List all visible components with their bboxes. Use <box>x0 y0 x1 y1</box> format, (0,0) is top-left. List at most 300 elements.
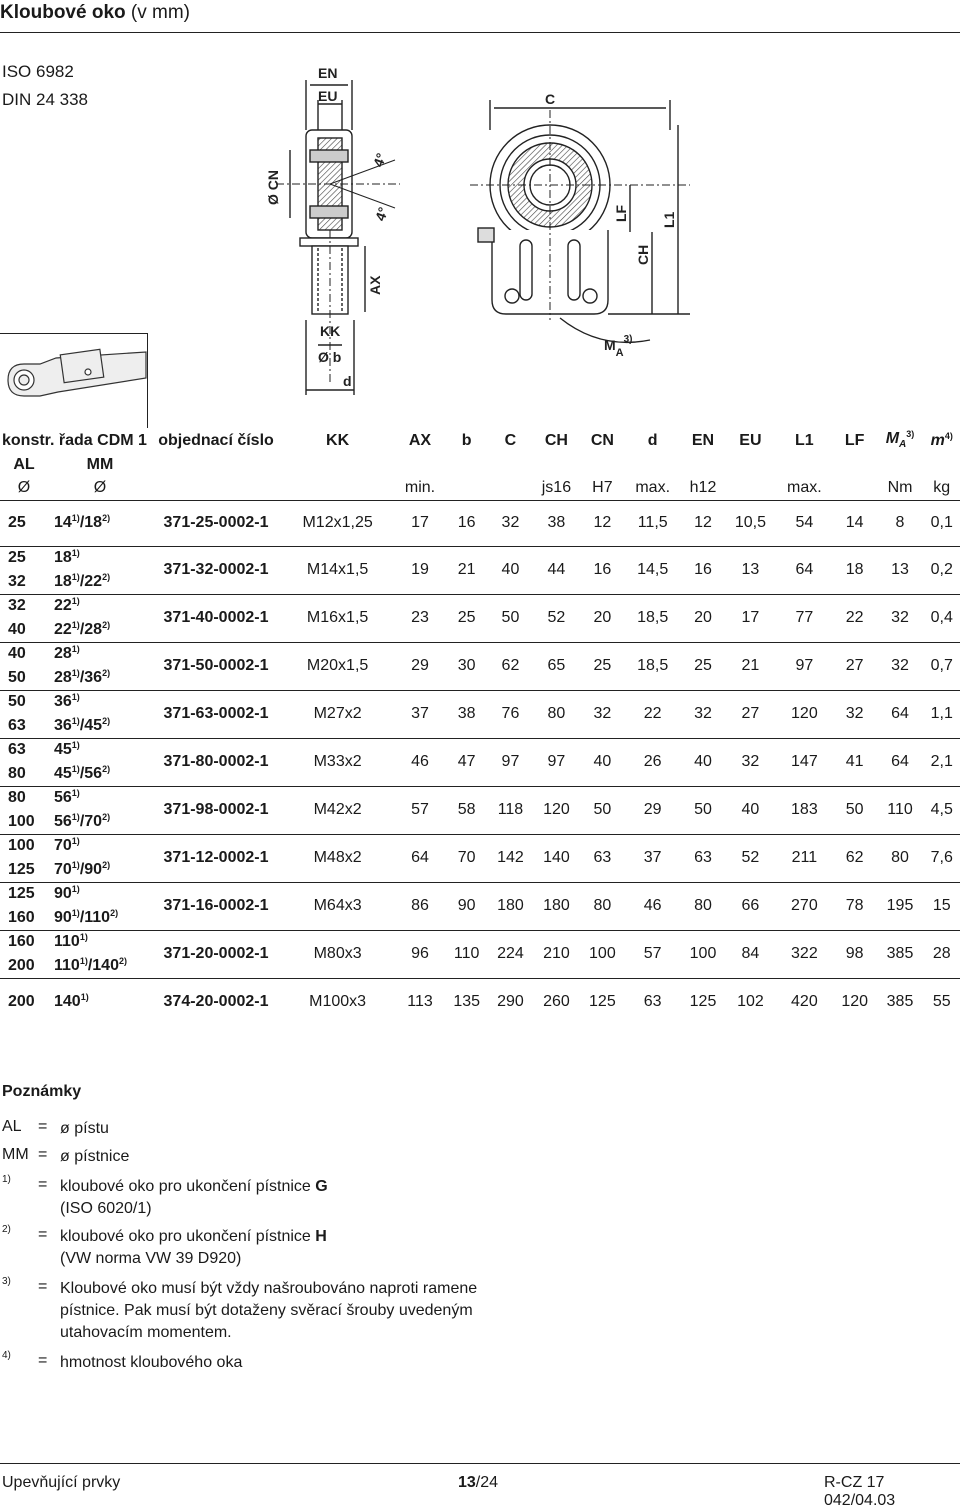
table-cell: 20 <box>580 594 624 642</box>
table-cell: 32 <box>501 514 520 531</box>
label-eu: EU <box>318 88 338 104</box>
table-cell: 135 <box>445 978 489 1026</box>
table-cell: 86 <box>395 882 445 930</box>
table-cell: 21 <box>725 642 776 690</box>
piston-rod-value: 22$^{1)}$ <box>54 596 80 615</box>
note-key: 2) <box>2 1224 11 1235</box>
table-cell: 40 <box>725 786 776 834</box>
label-ax: AX <box>367 275 383 295</box>
table-cell: 13 <box>877 546 924 594</box>
table-cell: 80 <box>681 882 725 930</box>
table-cell: 64 <box>877 690 924 738</box>
note-equals: = <box>38 1118 48 1135</box>
note-equals: = <box>38 1146 48 1163</box>
table-cell: 110 <box>877 786 924 834</box>
unit-cn: H7 <box>580 476 624 500</box>
table-cell: 97 <box>776 642 833 690</box>
table-cell: 57 <box>624 930 681 978</box>
piston-rod-diameter <box>48 546 152 570</box>
piston-rod-diameter <box>48 618 152 642</box>
label-angle-bottom: 4° <box>371 204 392 224</box>
piston-rod-diameter <box>48 690 152 714</box>
table-cell: 20 <box>681 594 725 642</box>
label-cn: Ø CN <box>265 170 281 205</box>
table-cell: 100 <box>580 930 624 978</box>
table-cell: 195 <box>877 882 924 930</box>
header-series: konstr. řada CDM 1 <box>2 431 147 449</box>
piston-rod-diameter <box>48 906 152 930</box>
table-cell: 22 <box>833 594 877 642</box>
table-cell: 97 <box>489 738 533 786</box>
table-cell: 8 <box>895 514 905 531</box>
table-cell: 58 <box>445 786 489 834</box>
table-cell: 32 <box>877 594 924 642</box>
table-cell: 2,1 <box>923 738 960 786</box>
piston-diameter: 100 <box>0 834 48 858</box>
table-cell: 13 <box>725 546 776 594</box>
note-key: AL <box>2 1118 22 1135</box>
piston-rod-diameter <box>48 762 152 786</box>
table-cell: 180 <box>532 882 580 930</box>
unit-mm: Ø <box>48 476 152 500</box>
table-cell: 14 <box>845 514 864 531</box>
table-cell: 19 <box>395 546 445 594</box>
piston-rod-value: 56$^{1)}$ <box>54 788 80 807</box>
table-cell: 210 <box>532 930 580 978</box>
table-cell: 118 <box>489 786 533 834</box>
piston-rod-diameter <box>48 834 152 858</box>
header-eu: EU <box>739 431 762 449</box>
piston-diameter: 32 <box>0 594 48 618</box>
table-cell: M48x2 <box>280 834 395 882</box>
table-cell: 96 <box>395 930 445 978</box>
table-cell: 290 <box>489 978 533 1026</box>
header-lf: LF <box>844 431 865 449</box>
table-cell: 80 <box>580 882 624 930</box>
note-key: 3) <box>2 1276 11 1287</box>
table-cell: 57 <box>395 786 445 834</box>
piston-diameter: 40 <box>0 642 48 666</box>
title-divider <box>0 32 960 33</box>
piston-diameter: 50 <box>0 690 48 714</box>
table-cell: M80x3 <box>280 930 395 978</box>
table-cell: 18,5 <box>624 642 681 690</box>
table-cell: 17 <box>411 514 429 531</box>
table-cell: 25 <box>681 642 725 690</box>
piston-rod-value: 36$^{1)}$/45$^{2)}$ <box>54 715 111 734</box>
table-cell: 27 <box>725 690 776 738</box>
piston-rod-diameter <box>48 882 152 906</box>
table-cell: 16 <box>457 514 476 531</box>
table-cell: 64 <box>395 834 445 882</box>
note-text: Kloubové oko musí být vždy našroubováno naproti ramene pístnice. Pak musí být dotaženy svěrací šrouby uvedeným utahovacím momentem. <box>60 1280 478 1341</box>
table-cell: 18 <box>833 546 877 594</box>
piston-rod-value: 28$^{1)}$/36$^{2)}$ <box>54 667 111 686</box>
table-cell: 7,6 <box>923 834 960 882</box>
unit-ma: Nm <box>877 476 924 500</box>
table-cell: 23 <box>395 594 445 642</box>
table-cell: 80 <box>532 690 580 738</box>
note-text: kloubové oko pro ukončení pístnice H (VW norma VW 39 D920) <box>60 1228 327 1267</box>
header-al: AL <box>13 455 35 473</box>
table-row <box>0 978 960 1026</box>
piston-rod-value: 18$^{1)}$/22$^{2)}$ <box>54 571 111 590</box>
table-cell: 50 <box>489 594 533 642</box>
piston-rod-diameter <box>48 954 152 978</box>
table-cell: 420 <box>776 978 833 1026</box>
label-c: C <box>545 91 556 107</box>
note-key: MM <box>2 1146 29 1163</box>
table-cell: 22 <box>624 690 681 738</box>
table-cell: 52 <box>532 594 580 642</box>
table-cell: 41 <box>833 738 877 786</box>
piston-rod-diameter <box>48 594 152 618</box>
piston-diameter: 80 <box>0 786 48 810</box>
table-cell: 37 <box>624 834 681 882</box>
table-cell: 1,1 <box>923 690 960 738</box>
cylinder-thumbnail <box>0 334 146 428</box>
order-number: 371-98-0002-1 <box>152 786 280 834</box>
order-number: 371-25-0002-1 <box>163 514 269 531</box>
table-cell: 62 <box>489 642 533 690</box>
label-d: d <box>343 373 352 389</box>
table-cell: 78 <box>833 882 877 930</box>
note-equals: = <box>38 1176 48 1193</box>
piston-rod-diameter <box>48 810 152 834</box>
table-cell: 385 <box>877 930 924 978</box>
unit-ax: min. <box>395 476 445 500</box>
table-cell: 26 <box>624 738 681 786</box>
table-cell: 113 <box>395 978 445 1026</box>
table-cell: 97 <box>532 738 580 786</box>
table-cell: 50 <box>681 786 725 834</box>
table-cell: 0,4 <box>923 594 960 642</box>
piston-diameter: 160 <box>8 908 35 926</box>
table-cell: 385 <box>877 978 924 1026</box>
table-cell: 125 <box>580 978 624 1026</box>
piston-rod-value: 22$^{1)}$/28$^{2)}$ <box>54 619 111 638</box>
notes-title: Poznámky <box>2 1083 82 1100</box>
note-text: hmotnost kloubového oka <box>60 1354 243 1371</box>
table-cell: 125 <box>681 978 725 1026</box>
table-subheader-row <box>0 453 960 476</box>
piston-diameter: 32 <box>8 572 26 590</box>
table-cell: 211 <box>776 834 833 882</box>
piston-rod-diameter <box>48 858 152 882</box>
table-cell: 52 <box>725 834 776 882</box>
table-cell: 70 <box>445 834 489 882</box>
table-cell: 140 <box>532 834 580 882</box>
table-row <box>0 834 960 858</box>
header-cn: CN <box>590 431 614 449</box>
table-row <box>0 930 960 954</box>
table-cell: 65 <box>532 642 580 690</box>
note-equals: = <box>38 1352 48 1369</box>
order-number: 371-20-0002-1 <box>152 930 280 978</box>
label-ma: $M_A^{3)}$ <box>604 334 633 359</box>
table-cell: M16x1,5 <box>280 594 395 642</box>
table-cell: 46 <box>395 738 445 786</box>
table-cell: 40 <box>489 546 533 594</box>
piston-diameter: 125 <box>8 860 35 878</box>
table-cell: 0,2 <box>923 546 960 594</box>
table-cell: M12x1,25 <box>302 514 373 531</box>
table-cell: M14x1,5 <box>280 546 395 594</box>
table-cell: 32 <box>580 690 624 738</box>
note-key: 1) <box>2 1174 11 1185</box>
piston-diameter: 63 <box>8 716 26 734</box>
table-cell: 40 <box>681 738 725 786</box>
piston-rod-diameter <box>48 930 152 954</box>
table-row <box>0 594 960 618</box>
piston-diameter: 25 <box>0 546 48 570</box>
table-cell: 16 <box>580 546 624 594</box>
table-cell: 84 <box>725 930 776 978</box>
table-cell: 63 <box>580 834 624 882</box>
label-l1: L1 <box>661 211 677 228</box>
table-row <box>0 738 960 762</box>
footer-divider <box>0 1463 960 1464</box>
order-number: 371-32-0002-1 <box>152 546 280 594</box>
table-cell: 224 <box>489 930 533 978</box>
piston-diameter: 200 <box>8 956 35 974</box>
header-ma: $M_A^{3)}$ <box>885 429 915 451</box>
piston-rod-value: 36$^{1)}$ <box>54 692 80 711</box>
piston-rod-value: 110$^{1)}$/140$^{2)}$ <box>54 955 127 974</box>
note-equals: = <box>38 1278 48 1295</box>
table-cell: 0,1 <box>930 514 953 531</box>
table-cell: 90 <box>445 882 489 930</box>
piston-rod-value: 70$^{1)}$ <box>54 836 80 855</box>
table-row <box>0 546 960 570</box>
piston-rod-value: 28$^{1)}$ <box>54 644 80 663</box>
piston-rod-value: 45$^{1)}$ <box>54 740 80 759</box>
table-cell: 29 <box>624 786 681 834</box>
table-cell: 0,7 <box>923 642 960 690</box>
table-cell: 80 <box>877 834 924 882</box>
label-kk: KK <box>320 323 341 339</box>
table-cell: 28 <box>923 930 960 978</box>
piston-diameter: 125 <box>0 882 48 906</box>
table-cell: 66 <box>725 882 776 930</box>
table-cell: 38 <box>445 690 489 738</box>
table-cell: 32 <box>681 690 725 738</box>
table-row <box>0 642 960 666</box>
table-cell: 64 <box>877 738 924 786</box>
table-cell: 38 <box>547 514 566 531</box>
table-cell: 29 <box>395 642 445 690</box>
table-cell: 12 <box>593 514 612 531</box>
table-cell: 46 <box>624 882 681 930</box>
table-cell: 32 <box>877 642 924 690</box>
table-cell: M100x3 <box>280 978 395 1026</box>
label-lf: LF <box>613 204 629 222</box>
piston-diameter: 160 <box>0 930 48 954</box>
piston-rod-diameter <box>48 738 152 762</box>
table-cell: 50 <box>580 786 624 834</box>
order-number: 371-40-0002-1 <box>152 594 280 642</box>
table-cell: 25 <box>445 594 489 642</box>
table-units-row <box>0 476 960 500</box>
piston-rod-value: 140$^{1)}$ <box>54 992 89 1011</box>
dimensions-table <box>0 428 960 1026</box>
table-cell: 76 <box>489 690 533 738</box>
piston-rod-value: 70$^{1)}$/90$^{2)}$ <box>54 859 111 878</box>
piston-rod-value: 90$^{1)}$ <box>54 884 80 903</box>
piston-rod-value: 18$^{1)}$ <box>54 548 80 567</box>
table-cell: 54 <box>795 514 814 531</box>
piston-rod-diameter <box>48 714 152 738</box>
table-cell: 63 <box>681 834 725 882</box>
header-b: b <box>461 431 472 449</box>
header-order-number: objednací číslo <box>158 431 274 449</box>
order-number: 371-12-0002-1 <box>152 834 280 882</box>
unit-en: h12 <box>681 476 725 500</box>
piston-diameter: 200 <box>0 978 48 1026</box>
piston-diameter: 25 <box>8 514 26 531</box>
table-cell: 50 <box>833 786 877 834</box>
header-en: EN <box>691 431 715 449</box>
order-number: 371-63-0002-1 <box>152 690 280 738</box>
standard-iso: ISO 6982 <box>2 62 74 81</box>
table-cell: 32 <box>833 690 877 738</box>
note-text: ø pístnice <box>60 1148 130 1165</box>
table-cell: 64 <box>776 546 833 594</box>
table-cell: M64x3 <box>280 882 395 930</box>
table-cell: M20x1,5 <box>280 642 395 690</box>
label-angle-top: 4° <box>369 150 390 170</box>
note-equals: = <box>38 1226 48 1243</box>
table-cell: 17 <box>725 594 776 642</box>
piston-rod-diameter <box>48 642 152 666</box>
order-number: 371-50-0002-1 <box>152 642 280 690</box>
table-cell: 100 <box>681 930 725 978</box>
piston-rod-diameter <box>48 570 152 594</box>
title-unit: (v mm) <box>125 2 190 23</box>
label-en: EN <box>318 65 338 81</box>
table-cell: 44 <box>532 546 580 594</box>
table-cell: 98 <box>833 930 877 978</box>
table-cell: 270 <box>776 882 833 930</box>
table-cell: 142 <box>489 834 533 882</box>
footer-page-number: 13/24 <box>458 1474 499 1491</box>
table-cell: 4,5 <box>923 786 960 834</box>
piston-rod-value: 90$^{1)}$/110$^{2)}$ <box>54 907 119 926</box>
header-ch: CH <box>544 431 568 449</box>
table-cell: 260 <box>532 978 580 1026</box>
table-cell: 11,5 <box>637 514 668 531</box>
order-number: 374-20-0002-1 <box>152 978 280 1026</box>
unit-d: max. <box>624 476 681 500</box>
table-row <box>0 690 960 714</box>
table-cell: 15 <box>923 882 960 930</box>
table-cell: 37 <box>395 690 445 738</box>
notes-section <box>0 1083 81 1101</box>
table-cell: 63 <box>624 978 681 1026</box>
table-cell: M27x2 <box>280 690 395 738</box>
piston-diameter: 40 <box>8 620 26 638</box>
table-cell: 14,5 <box>624 546 681 594</box>
piston-rod-diameter <box>48 978 152 1026</box>
note-text: ø pístu <box>60 1120 109 1137</box>
order-number: 371-80-0002-1 <box>152 738 280 786</box>
footer-section-name: Upevňující prvky <box>2 1474 121 1491</box>
table-row <box>0 786 960 810</box>
note-key: 4) <box>2 1350 11 1361</box>
table-cell: 180 <box>489 882 533 930</box>
table-cell: 102 <box>725 978 776 1026</box>
table-cell: 183 <box>776 786 833 834</box>
cylinder-thumbnail-frame <box>0 333 148 428</box>
piston-rod-diameter <box>48 500 152 546</box>
table-cell: 120 <box>532 786 580 834</box>
header-kk: KK <box>326 431 350 449</box>
table-header-row <box>0 428 960 453</box>
table-row <box>0 500 960 546</box>
piston-diameter: 50 <box>8 668 26 686</box>
table-cell: 120 <box>833 978 877 1026</box>
page-title <box>0 2 190 24</box>
table-cell: 27 <box>833 642 877 690</box>
table-cell: 18,5 <box>624 594 681 642</box>
table-cell: 40 <box>580 738 624 786</box>
header-d: d <box>647 431 658 449</box>
table-cell: 16 <box>681 546 725 594</box>
piston-rod-value: 45$^{1)}$/56$^{2)}$ <box>54 763 111 782</box>
piston-diameter: 80 <box>8 764 26 782</box>
table-cell: 30 <box>445 642 489 690</box>
table-cell: 25 <box>580 642 624 690</box>
table-cell: 62 <box>833 834 877 882</box>
piston-rod-diameter <box>48 666 152 690</box>
order-number: 371-16-0002-1 <box>152 882 280 930</box>
table-row <box>0 882 960 906</box>
table-cell: 47 <box>445 738 489 786</box>
header-ax: AX <box>408 431 432 449</box>
piston-diameter: 100 <box>8 812 35 830</box>
header-mass: $m^{4)}$ <box>930 430 953 449</box>
table-cell: 322 <box>776 930 833 978</box>
label-b: Ø b <box>318 349 342 365</box>
table-cell: 21 <box>445 546 489 594</box>
table-cell: M42x2 <box>280 786 395 834</box>
header-l1: L1 <box>795 431 814 449</box>
table-cell: 32 <box>725 738 776 786</box>
unit-ch: js16 <box>532 476 580 500</box>
table-cell: M33x2 <box>280 738 395 786</box>
title-main: Kloubové oko <box>0 2 126 23</box>
label-ch: CH <box>635 244 651 265</box>
piston-rod-value: 56$^{1)}$/70$^{2)}$ <box>54 811 111 830</box>
header-mm: MM <box>86 455 114 473</box>
table-cell: 120 <box>776 690 833 738</box>
table-cell: 147 <box>776 738 833 786</box>
footer-doc-code: R-CZ 17 042/04.03 <box>824 1474 896 1509</box>
unit-mass: kg <box>923 476 960 500</box>
piston-rod-diameter <box>48 786 152 810</box>
table-cell: 10,5 <box>734 514 766 531</box>
table-cell: 12 <box>694 514 712 531</box>
table-cell: 110 <box>445 930 489 978</box>
piston-rod-value: 110$^{1)}$ <box>54 932 88 951</box>
unit-l1: max. <box>776 476 833 500</box>
piston-diameter: 63 <box>0 738 48 762</box>
header-c: C <box>504 431 517 449</box>
standard-din: DIN 24 338 <box>2 90 88 109</box>
note-text: kloubové oko pro ukončení pístnice G (ISO 6020/1) <box>60 1178 328 1217</box>
piston-rod-value: 14$^{1)}$/18$^{2)}$ <box>54 513 111 531</box>
table-cell: 77 <box>776 594 833 642</box>
